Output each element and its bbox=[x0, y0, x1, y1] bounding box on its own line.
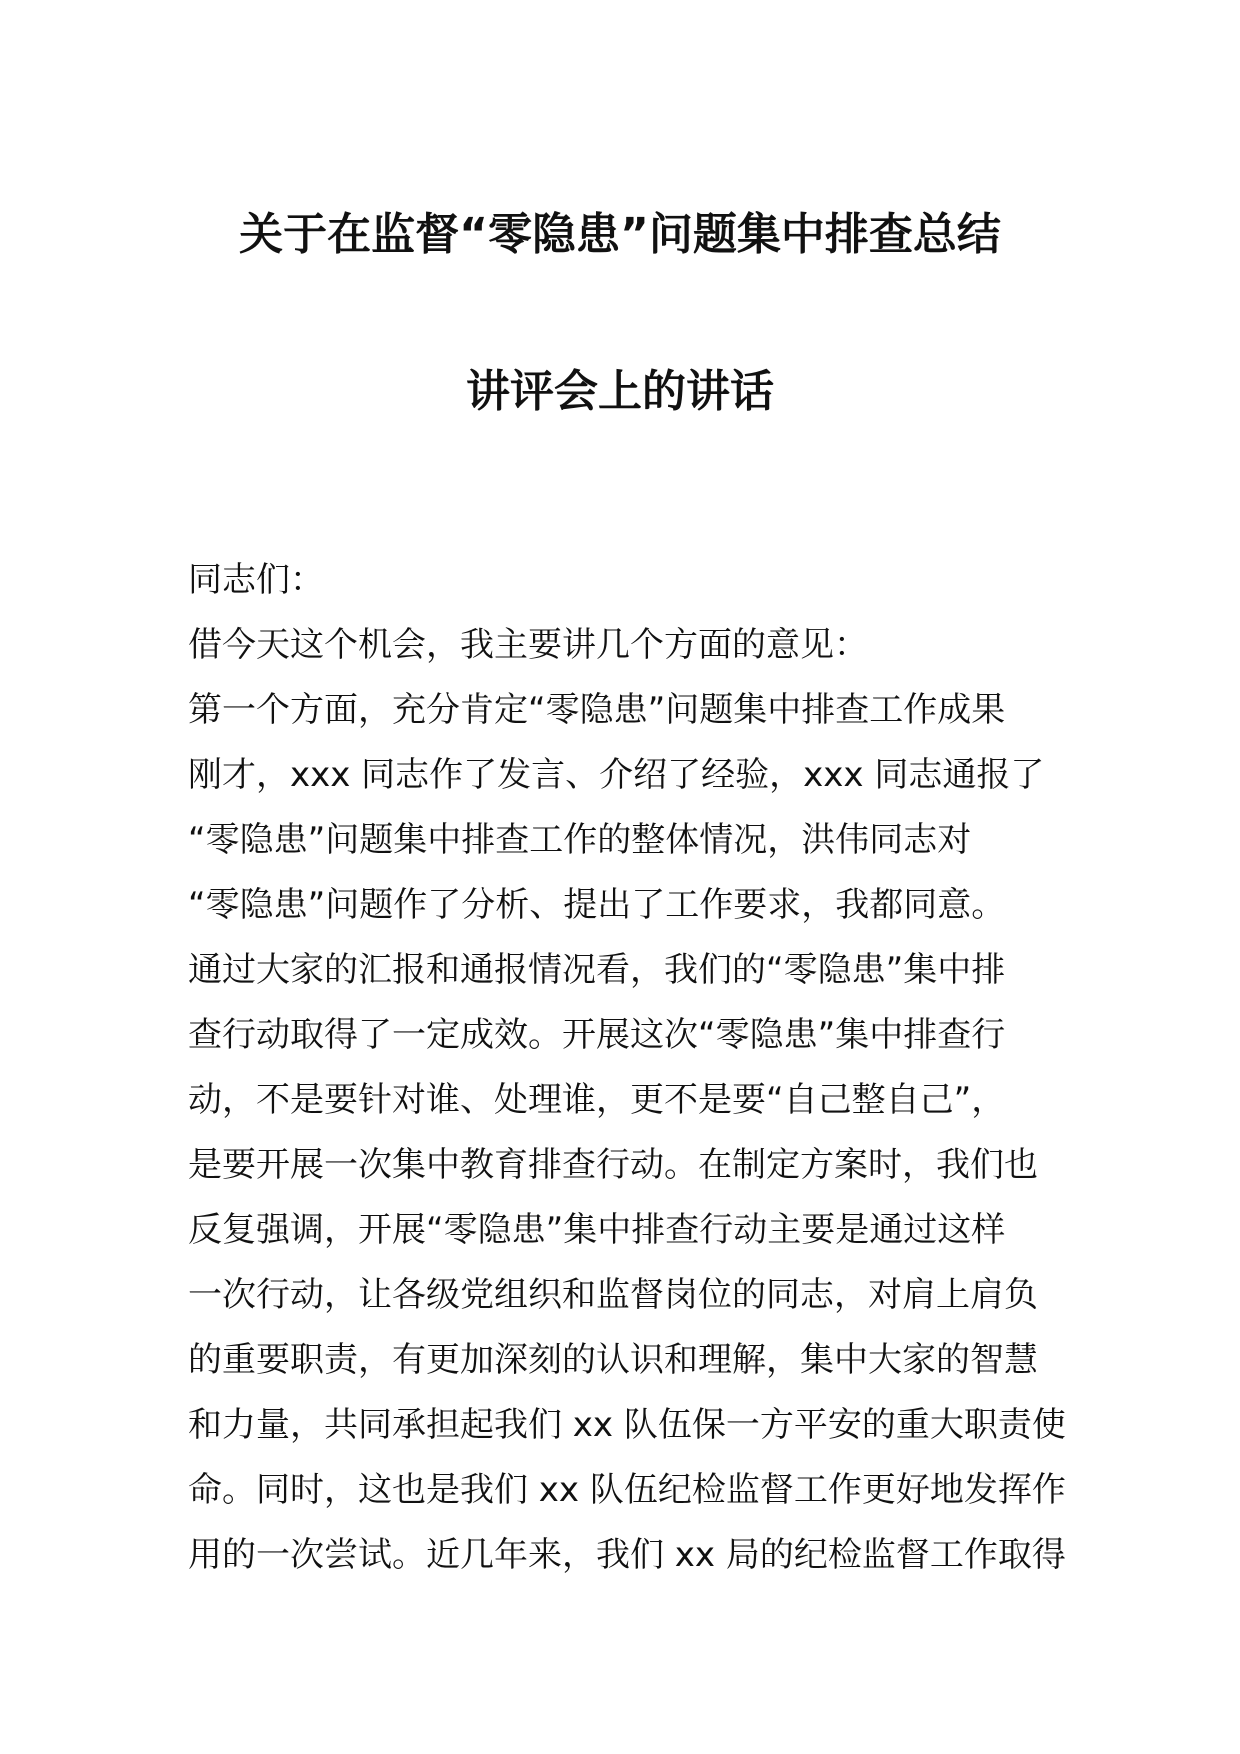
body-line: 借今天这个机会，我主要讲几个方面的意见： bbox=[188, 625, 868, 665]
body-line: 和力量，共同承担起我们 xx 队伍保一方平安的重大职责使 bbox=[188, 1405, 1066, 1445]
body-line: 反复强调，开展“零隐患”集中排查行动主要是通过这样 bbox=[188, 1210, 1006, 1250]
body-line: 一次行动，让各级党组织和监督岗位的同志，对肩上肩负 bbox=[188, 1275, 1038, 1315]
body-line: “零隐患”问题集中排查工作的整体情况，洪伟同志对 bbox=[188, 820, 972, 860]
body-line: 刚才，xxx 同志作了发言、介绍了经验，xxx 同志通报了 bbox=[188, 755, 1045, 795]
document-body bbox=[188, 548, 1066, 1588]
body-line: 的重要职责，有更加深刻的认识和理解，集中大家的智慧 bbox=[188, 1340, 1038, 1380]
body-line: 动，不是要针对谁、处理谁，更不是要“自己整自己”， bbox=[188, 1080, 1006, 1120]
body-line: 用的一次尝试。近几年来，我们 xx 局的纪检监督工作取得 bbox=[188, 1535, 1066, 1575]
body-line: 命。同时，这也是我们 xx 队伍纪检监督工作更好地发挥作 bbox=[188, 1470, 1066, 1510]
document-title-line-1: 关于在监督“零隐患”问题集中排查总结 bbox=[239, 209, 1001, 260]
body-line: 查行动取得了一定成效。开展这次“零隐患”集中排查行 bbox=[188, 1015, 1006, 1055]
document-title-line-2: 讲评会上的讲话 bbox=[466, 366, 774, 417]
body-line: 通过大家的汇报和通报情况看，我们的“零隐患”集中排 bbox=[188, 950, 1006, 990]
salutation: 同志们： bbox=[188, 560, 324, 600]
body-line: “零隐患”问题作了分析、提出了工作要求，我都同意。 bbox=[188, 885, 1006, 925]
body-line: 是要开展一次集中教育排查行动。在制定方案时，我们也 bbox=[188, 1145, 1038, 1185]
section-heading: 第一个方面，充分肯定“零隐患”问题集中排查工作成果 bbox=[188, 690, 1006, 730]
